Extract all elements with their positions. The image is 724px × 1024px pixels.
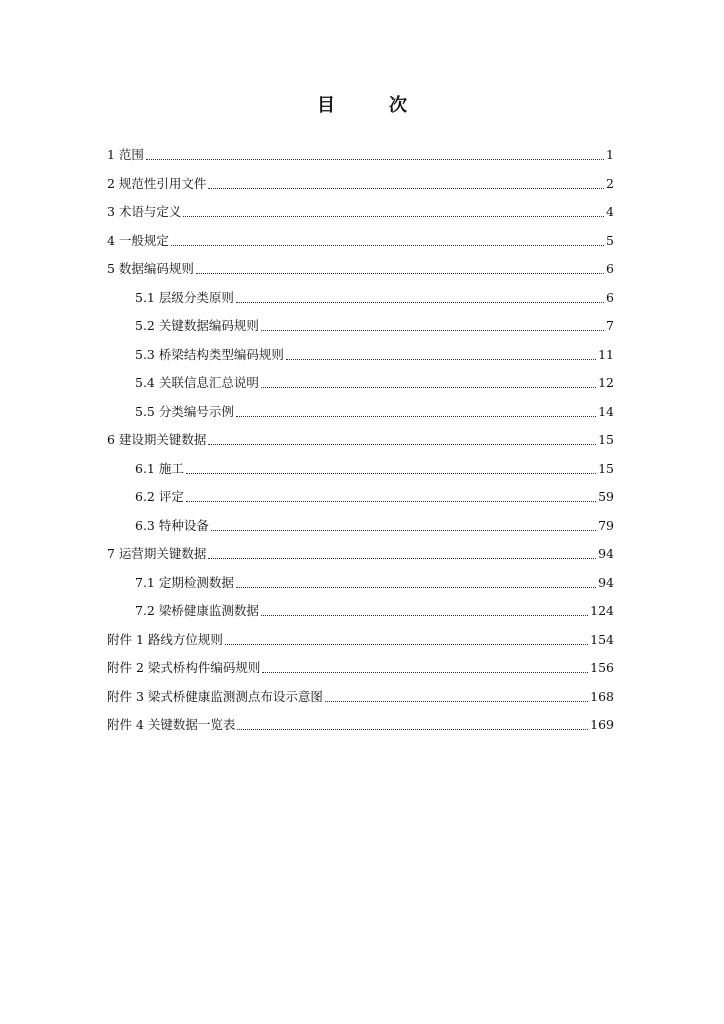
toc-entry[interactable] — [0, 341, 724, 369]
toc-entry-page: 6 — [606, 289, 614, 305]
toc-entry[interactable] — [0, 483, 724, 511]
toc-entry-label: 6 建设期关键数据 — [107, 432, 207, 447]
toc-entry-page: 12 — [598, 375, 614, 390]
dot-leader — [196, 272, 604, 274]
toc-entry-label: 4 一般规定 — [107, 232, 169, 248]
toc-entry-page: 79 — [598, 517, 614, 533]
toc-entry[interactable] — [0, 683, 724, 711]
toc-entry-label: 7 运营期关键数据 — [107, 546, 207, 561]
toc-entry[interactable] — [0, 512, 724, 540]
dot-leader — [225, 643, 588, 645]
toc-entry-page: 94 — [598, 546, 614, 561]
toc-entry[interactable] — [0, 569, 724, 597]
toc-entry-label: 7.2 梁桥健康监测数据 — [135, 603, 259, 618]
dot-leader — [261, 614, 588, 616]
toc-entry-label: 附件 2 梁式桥构件编码规则 — [107, 660, 261, 675]
dot-leader — [261, 329, 604, 331]
toc-entry[interactable] — [0, 170, 724, 198]
toc-entry-page: 15 — [598, 432, 614, 447]
toc-entry-page: 5 — [606, 232, 614, 248]
toc-entry-page: 169 — [590, 717, 614, 732]
toc-entry[interactable] — [0, 198, 724, 226]
toc-entry-label: 5.4 关联信息汇总说明 — [135, 375, 259, 390]
toc-entry-page: 154 — [590, 631, 614, 647]
toc-entry-label: 5 数据编码规则 — [107, 261, 194, 276]
dot-leader — [325, 700, 588, 702]
toc-entry[interactable] — [0, 398, 724, 426]
toc-entry-label: 2 规范性引用文件 — [107, 175, 207, 191]
toc-entry[interactable] — [0, 312, 724, 340]
dot-leader — [186, 472, 596, 474]
dot-leader — [208, 187, 604, 189]
toc-entry[interactable] — [0, 369, 724, 397]
toc-entry-page: 15 — [598, 460, 614, 476]
toc-entry[interactable] — [0, 597, 724, 625]
dot-leader — [186, 500, 596, 502]
dot-leader — [236, 301, 604, 303]
dot-leader — [171, 244, 604, 246]
toc-entry-label: 1 范围 — [107, 147, 144, 162]
toc-entry-page: 124 — [590, 603, 614, 618]
toc-entry-label: 5.3 桥梁结构类型编码规则 — [135, 346, 284, 362]
toc-entry-label: 6.1 施工 — [135, 460, 184, 476]
toc-entry[interactable] — [0, 455, 724, 483]
toc-entry-page: 2 — [606, 175, 614, 191]
toc-entry-label: 6.2 评定 — [135, 489, 184, 504]
toc-entry[interactable] — [0, 540, 724, 568]
toc-entry-page: 4 — [606, 204, 614, 219]
toc-entry-page: 11 — [598, 346, 614, 362]
toc-entry-label: 附件 1 路线方位规则 — [107, 631, 223, 647]
toc-entry[interactable] — [0, 284, 724, 312]
toc-entry-page: 156 — [590, 660, 614, 675]
dot-leader — [208, 557, 596, 559]
dot-leader — [208, 443, 596, 445]
toc-entry-label: 5.5 分类编号示例 — [135, 403, 234, 419]
page-title: 目 次 — [317, 95, 425, 116]
toc-entry-label: 5.2 关键数据编码规则 — [135, 318, 259, 333]
toc-entry-page: 14 — [598, 403, 614, 419]
dot-leader — [261, 386, 596, 388]
toc-entry-page: 94 — [598, 574, 614, 590]
toc-entry-page: 59 — [598, 489, 614, 504]
toc-entry-label: 7.1 定期检测数据 — [135, 574, 234, 590]
toc-entry[interactable] — [0, 426, 724, 454]
toc-entry[interactable] — [0, 654, 724, 682]
toc-entry-page: 7 — [606, 318, 614, 333]
toc-entry-label: 3 术语与定义 — [107, 204, 182, 219]
toc-entry-page: 168 — [590, 688, 614, 704]
toc-entry-page: 1 — [606, 147, 614, 162]
toc-entry[interactable] — [0, 255, 724, 283]
toc-entry-label: 5.1 层级分类原则 — [135, 289, 234, 305]
dot-leader — [211, 529, 596, 531]
toc-entry-label: 附件 3 梁式桥健康监测测点布设示意图 — [107, 688, 323, 704]
dot-leader — [236, 415, 596, 417]
dot-leader — [236, 586, 596, 588]
toc-entry-label: 6.3 特种设备 — [135, 517, 209, 533]
dot-leader — [183, 215, 604, 217]
dot-leader — [262, 671, 588, 673]
toc-entry-label: 附件 4 关键数据一览表 — [107, 717, 236, 732]
toc-entry[interactable] — [0, 626, 724, 654]
toc-entry[interactable] — [0, 141, 724, 169]
toc-entry[interactable] — [0, 227, 724, 255]
dot-leader — [286, 358, 596, 360]
dot-leader — [237, 728, 588, 730]
toc-entry-page: 6 — [606, 261, 614, 276]
dot-leader — [146, 158, 604, 160]
toc-entry[interactable] — [0, 711, 724, 739]
